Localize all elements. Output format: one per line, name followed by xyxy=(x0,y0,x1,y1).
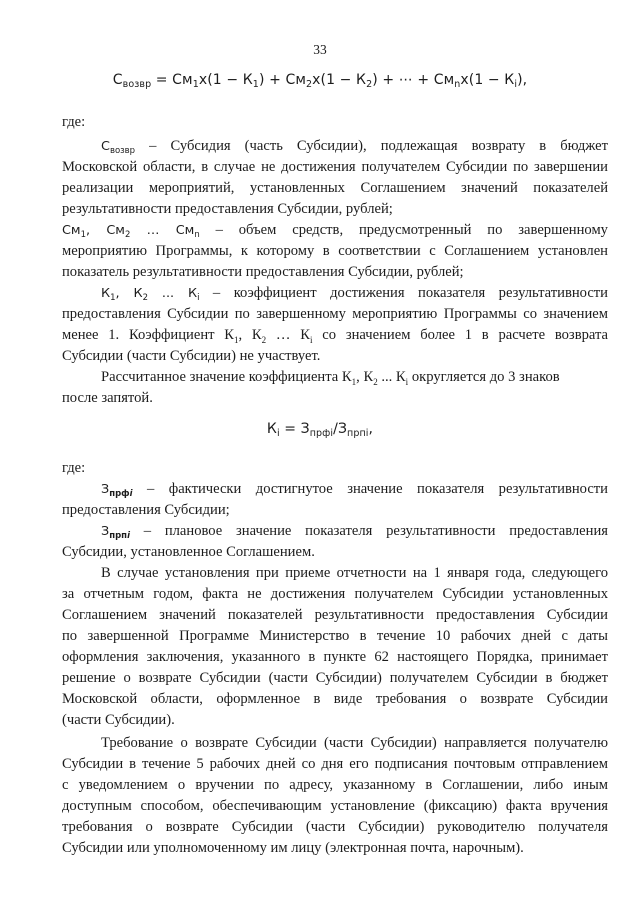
definition-s-line1: $С_{возвр}$ – Субсидия (часть Субсидии), подлежащая возврату в бюджет xyxy=(101,138,608,156)
text-line: менее 1. Коэффициент $К_1$, $К_2$ … $К_i$ со значением более 1 в расчете возврата xyxy=(62,327,609,345)
text-line: Субсидии, установленное Соглашением. xyxy=(62,544,315,560)
paragraph-2-line: доступным способом, обеспечивающим установление (фиксацию) факта вручения xyxy=(62,798,608,814)
text-line: после запятой. xyxy=(62,390,153,406)
paragraph-2-line: Субсидии или уполномоченному им лицу (электронная почта, нарочным). xyxy=(62,840,524,856)
page-number: 33 xyxy=(313,42,327,57)
text-line: Субсидии (части Субсидии) не участвует. xyxy=(62,348,321,364)
paragraph-1-line: решение о возврате Субсидии (части Субсидии) получателем Субсидии в бюджет xyxy=(62,670,608,686)
paragraph-1-line: по завершенной Программе Министерство в течение 10 рабочих дней с даты xyxy=(62,628,608,644)
text-line: реализации мероприятий, установленных Соглашением значений показателей xyxy=(62,180,608,196)
definition-zprp-line1: $З_{прпi}$ – плановое значение показателя результативности предоставления xyxy=(101,523,608,541)
definition-k-line1: $К_1$, $К_2$ ... $К_i$ – коэффициент достижения показателя результативности xyxy=(101,285,608,303)
paragraph-1-line: Московской области, оформленное в виде требования о возврате Субсидии xyxy=(62,691,608,707)
symbol-s-return: $С_{возвр}$ xyxy=(101,139,136,156)
text-line: Рассчитанное значение коэффициента $К_1$, $К_2$ ... $К_i$ округляется до 3 знаков xyxy=(101,369,560,387)
where-label-2: где: xyxy=(62,460,86,476)
formula-subsidy-return: $С_{возвр} = См_1х(1 - К_1) + См_2х(1 - К_2)$ + ⋯ + $См_nх(1 - К_i)$, xyxy=(112,72,528,90)
text-line: результативности предоставления Субсидии, рублей; xyxy=(62,201,393,217)
where-label-1: где: xyxy=(62,114,86,130)
text-line: мероприятию Программы, к которому в соответствии с Соглашением установлен xyxy=(62,243,608,259)
symbol-z-fact: $З_{прфi}$ xyxy=(101,482,133,499)
definition-sm-line1: $См_1$, $См_2$ … $См_n$ – объем средств, предусмотренный по завершенному xyxy=(62,222,608,240)
paragraph-2-line: Требование о возврате Субсидии (части Субсидии) направляется получателю xyxy=(101,735,608,751)
formula-coefficient: $К_i = З_{прфi}/З_{прпi}$, xyxy=(266,421,374,439)
paragraph-1-line: оформления заключения, указанного в пункте 62 настоящего Порядка, принимает xyxy=(62,649,608,665)
paragraph-1-line: Соглашением значений показателей результативности предоставления Субсидии xyxy=(62,607,608,623)
paragraph-1-line: В случае установления при приеме отчетности на 1 января года, следующего xyxy=(101,565,608,581)
paragraph-2-line: требования о возврате Субсидии (части Субсидии) руководителю получателя xyxy=(62,819,608,835)
text-line: предоставления Субсидии по завершенному мероприятию Программы со значением xyxy=(62,306,608,322)
symbol-k: $К_1$, $К_2$ ... $К_i$ xyxy=(101,286,200,303)
symbol-sm: $См_1$, $См_2$ … $См_n$ xyxy=(62,223,200,240)
paragraph-2-line: с уведомлением о вручении по адресу, указанному в Соглашении, либо иным xyxy=(62,777,608,793)
text-line: Московской области, в случае не достижения получателем Субсидии по завершении xyxy=(62,159,608,175)
paragraph-1-line: за отчетным годом, факта не достижения получателем Субсидии установленных xyxy=(62,586,608,602)
symbol-z-plan: $З_{прпi}$ xyxy=(101,524,130,541)
paragraph-2-line: Субсидии в течение 5 рабочих дней со дня его подписания почтовым отправлением xyxy=(62,756,608,772)
definition-zprf-line1: $З_{прфi}$ – фактически достигнутое значение показателя результативности xyxy=(101,481,608,499)
paragraph-1-line: (части Субсидии). xyxy=(62,712,175,728)
text-line: показатель результативности предоставления Субсидии, рублей; xyxy=(62,264,464,280)
text-line: предоставления Субсидии; xyxy=(62,502,230,518)
